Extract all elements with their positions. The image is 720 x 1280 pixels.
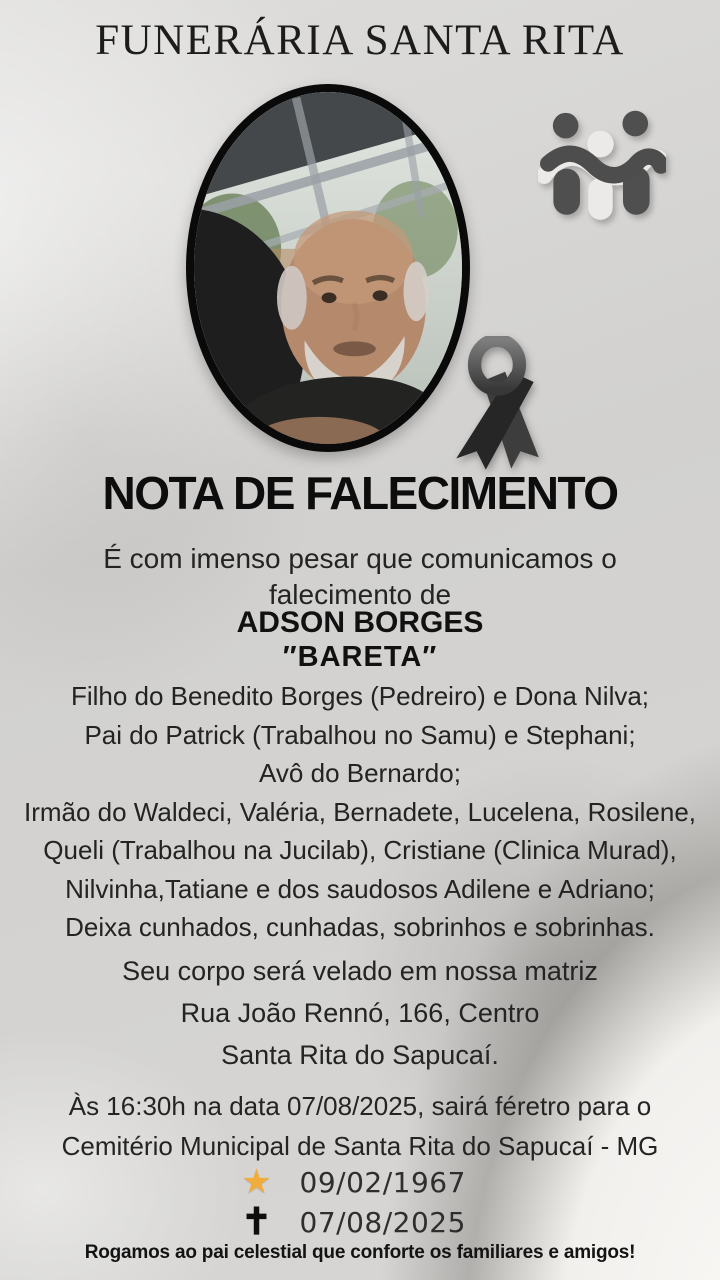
- family-relations-text: [0, 677, 720, 947]
- three-people-logo-icon: [538, 104, 666, 222]
- condolence-footer-text: Rogamos ao pai celestial que conforte os familiares e amigos!: [84, 1242, 636, 1263]
- wake-line: Seu corpo será velado em nossa matriz: [122, 956, 598, 986]
- portrait-illustration: [194, 92, 462, 444]
- wake-line: Santa Rita do Sapucaí.: [221, 1040, 499, 1070]
- wake-location-text: [0, 950, 720, 1076]
- family-line: Queli (Trabalhou na Jucilab), Cristiane (Clinica Murad),: [43, 835, 677, 865]
- mourning-ribbon-icon: [444, 336, 550, 481]
- procession-line: Às 16:30h na data 07/08/2025, sairá féretro para o: [68, 1091, 652, 1121]
- wake-line: Rua João Rennó, 166, Centro: [180, 998, 540, 1028]
- family-line: Deixa cunhados, cunhadas, sobrinhos e sobrinhas.: [65, 912, 655, 942]
- family-line: Filho do Benedito Borges (Pedreiro) e Dona Nilva;: [70, 681, 650, 711]
- life-dates: [0, 1163, 720, 1241]
- intro-line-1: É com imenso pesar que comunicamos o: [103, 543, 617, 574]
- death-date-row: [236, 1203, 485, 1241]
- procession-line: Cemitério Municipal de Santa Rita do Sapucaí - MG: [61, 1131, 659, 1161]
- family-line: Nilvinha,Tatiane e dos saudosos Adilene e Adriano;: [65, 873, 655, 904]
- family-line: Irmão do Waldeci, Valéria, Bernadete, Lucelena, Rosilene,: [23, 796, 697, 827]
- death-date: 07/08/2025: [299, 1205, 466, 1239]
- birth-date-row: [236, 1163, 485, 1201]
- death-notice-title: NOTA DE FALECIMENTO: [102, 467, 618, 519]
- birth-date: 09/02/1967: [299, 1165, 466, 1199]
- intro-line-2: falecimento de: [268, 579, 452, 610]
- deceased-portrait-photo: [186, 84, 470, 452]
- procession-info-text: [0, 1086, 720, 1166]
- family-line: Pai do Patrick (Trabalhou no Samu) e Stephani;: [84, 719, 636, 750]
- death-cross-icon: ✝: [240, 1201, 272, 1242]
- birth-star-icon: ★: [241, 1163, 272, 1201]
- deceased-name: ADSON BORGES: [236, 606, 484, 639]
- family-line: Avô do Bernardo;: [259, 758, 461, 788]
- funeral-home-name: FUNERÁRIA SANTA RITA: [95, 17, 625, 64]
- deceased-nickname: ″BARETA″: [282, 641, 438, 673]
- intro-text: [0, 541, 720, 613]
